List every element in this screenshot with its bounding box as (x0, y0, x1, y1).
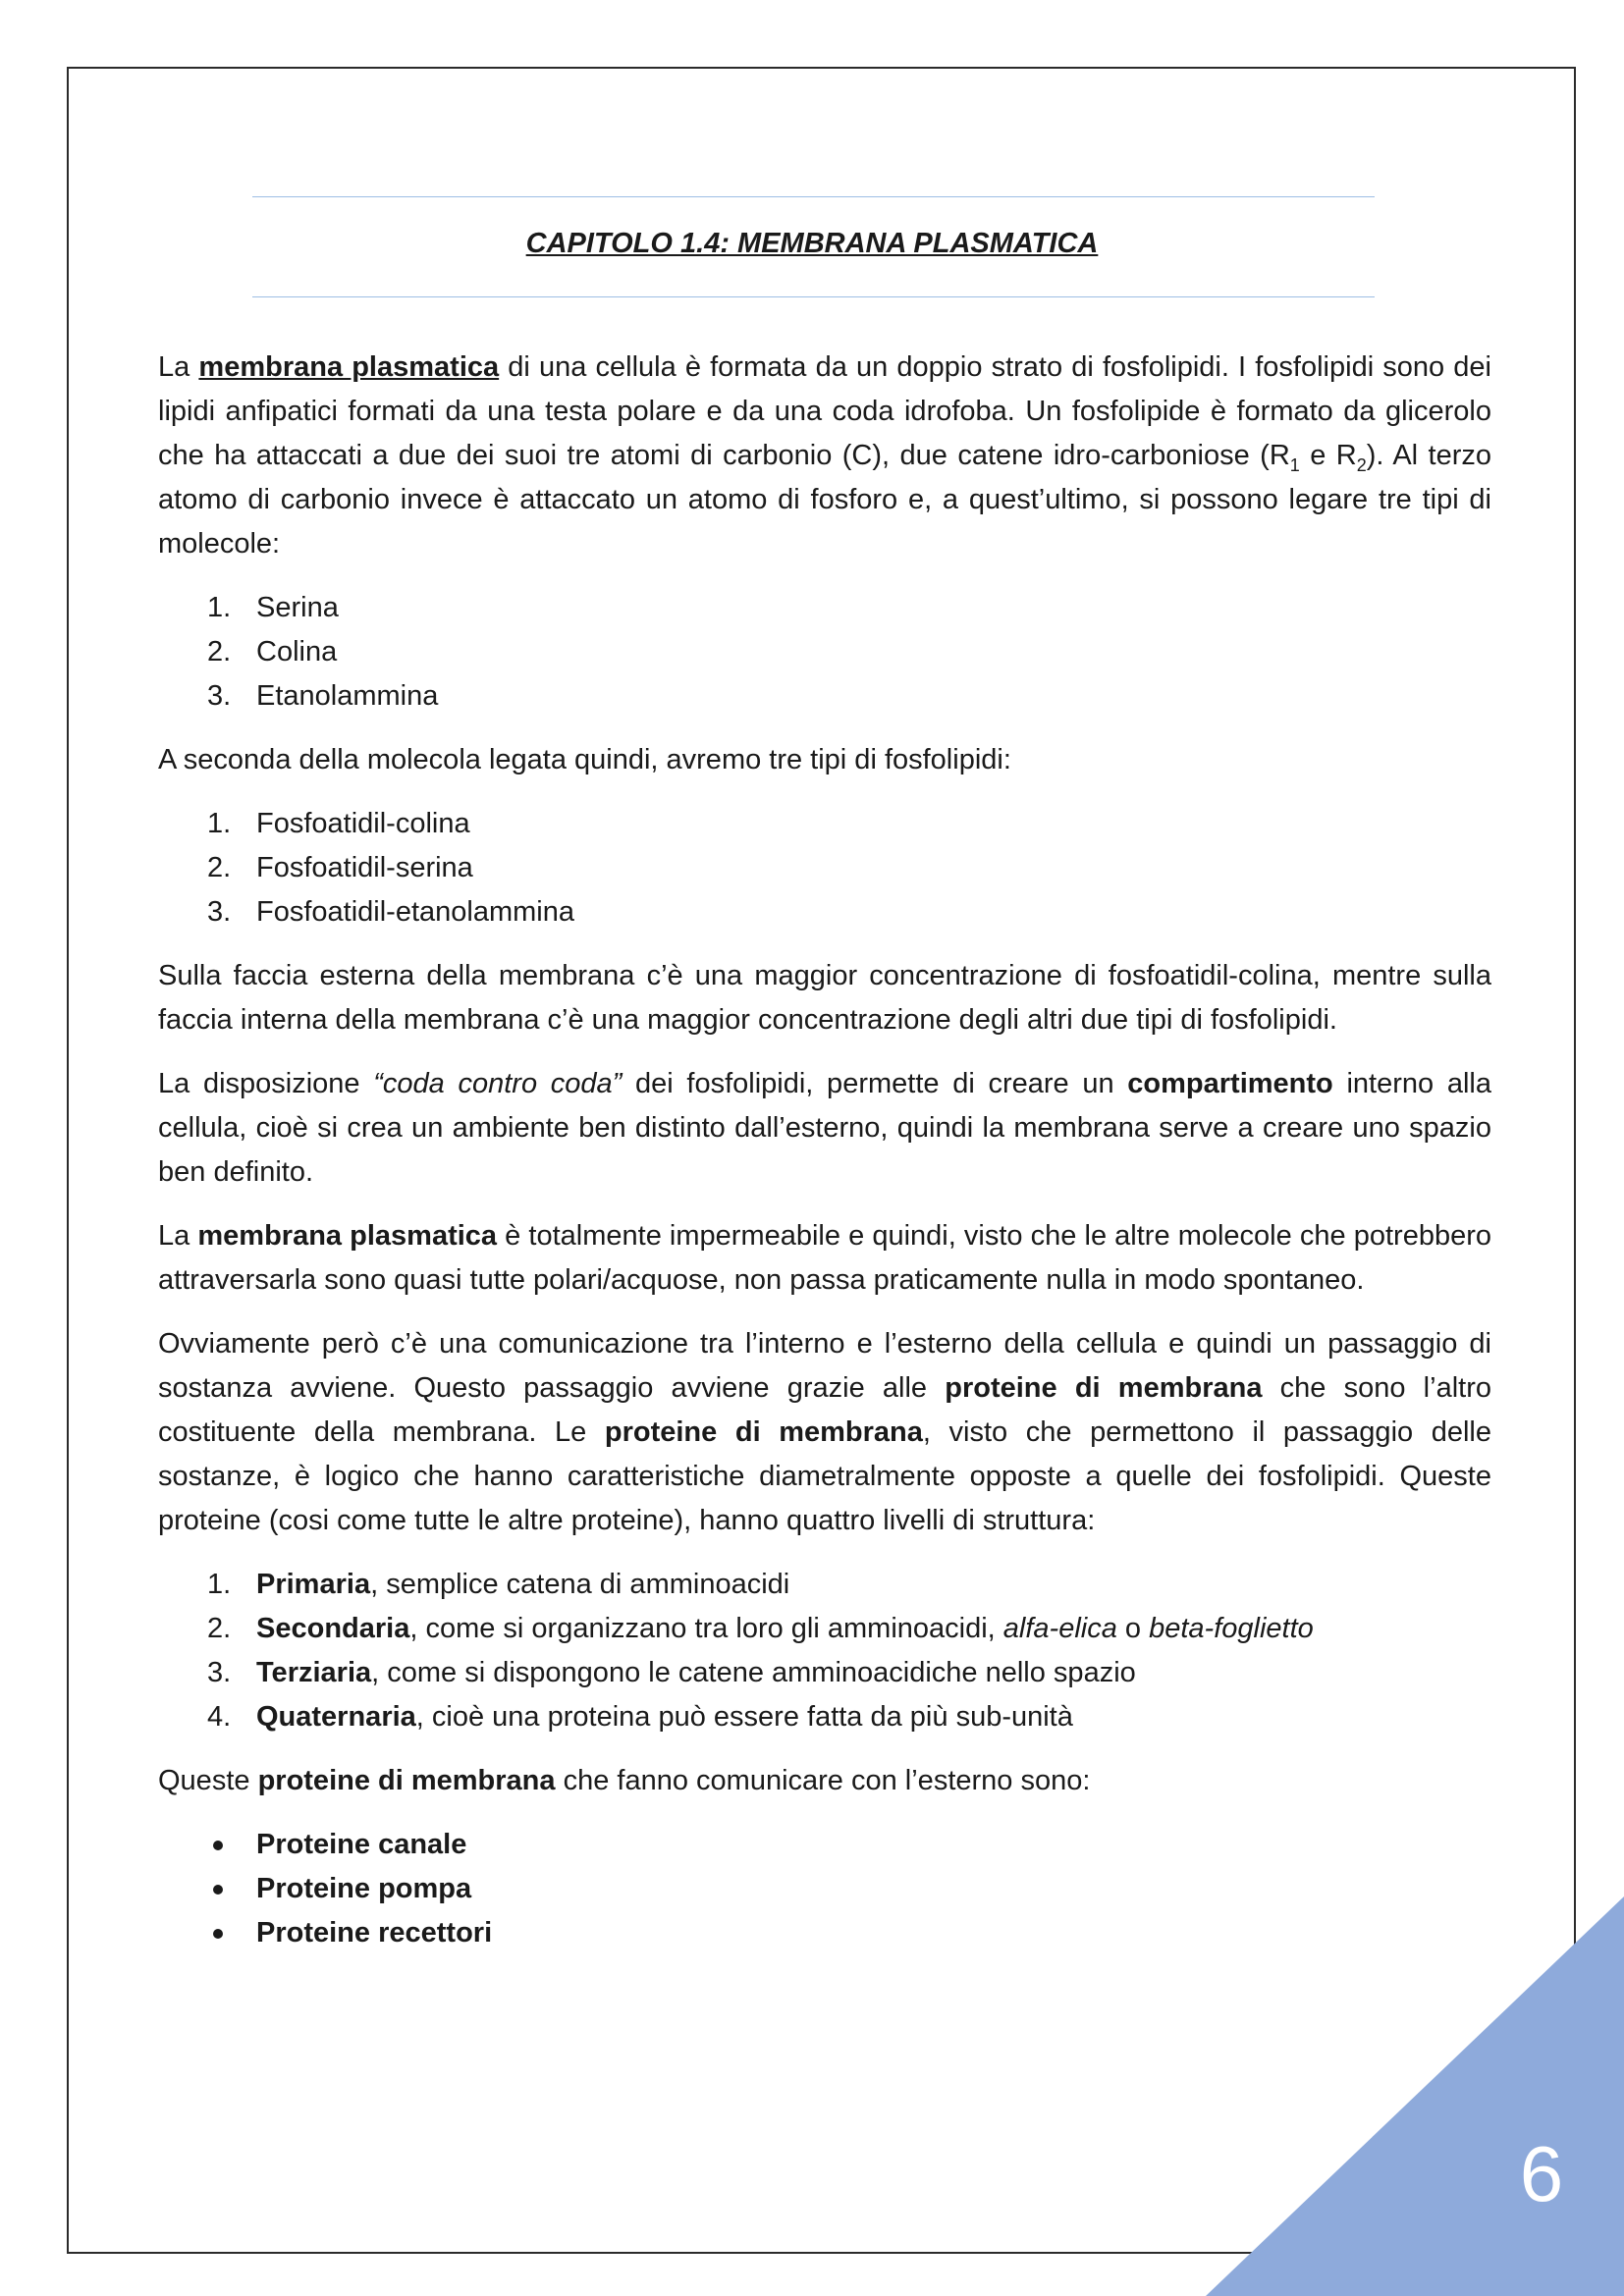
keyword-membrana-plasmatica: membrana plasmatica (198, 351, 500, 383)
list-item: 4. Quaternaria, cioè una proteina può essere fatta da più sub-unità (207, 1701, 1073, 1733)
corner-triangle-shape (1206, 1896, 1624, 2296)
paragraph-compartment: La disposizione “coda contro coda” dei fosfolipidi, permette di creare un compartimento interno alla cellula, cioè si crea un ambiente ben distinto dall’esterno, quindi la membrana serve a creare uno spazio ben definito. (158, 1068, 1491, 1188)
list-item: 2. Secondaria, come si organizzano tra loro gli amminoacidi, alfa-elica o beta-foglietto (207, 1613, 1314, 1644)
list-item: 1. Fosfoatidil-colina (207, 808, 470, 839)
list-item: 2. Fosfoatidil-serina (207, 852, 473, 883)
paragraph-membrane-intro: La membrana plasmatica di una cellula è formata da un doppio strato di fosfolipidi. I fosfolipidi sono dei lipidi anfipatici formati da una testa polare e da una coda idrofoba. Un fosfolipide è formato da glicerolo che ha attaccati a due dei suoi tre atomi di carbonio (C), due catene idro-carboniose ($R_1$ e $R_2$). Al terzo atomo di carbonio invece è attaccato un atomo di fosforo e, a quest’ultimo, si possono legare tre tipi di molecole: (158, 351, 1492, 560)
chapter-title: CAPITOLO 1.4: MEMBRANA PLASMATICA (525, 228, 1099, 259)
list-item: Proteine recettori (158, 1911, 1491, 1955)
list-item: Proteine pompa (158, 1867, 1491, 1911)
paragraph-impermeable: La membrana plasmatica è totalmente impermeabile e quindi, visto che le altre molecole che potrebbero attraversarla sono quasi tutte polari/acquose, non passa praticamente nulla in modo spontaneo. (158, 1220, 1491, 1296)
paragraph-membrane-faces: Sulla faccia esterna della membrana c’è una maggior concentrazione di fosfoatidil-colina, mentre sulla faccia interna della membrana c’è una maggior concentrazione degli altri due tipi di fosfolipidi. (158, 960, 1491, 1036)
list-item: 3. Fosfoatidil-etanolammina (207, 896, 574, 928)
page-number: 6 (1519, 2130, 1564, 2217)
list-item: 3. Etanolammina (207, 680, 439, 712)
list-item: 2. Colina (207, 636, 338, 667)
paragraph-phospholipid-types: A seconda della molecola legata quindi, avremo tre tipi di fosfolipidi: (158, 744, 1011, 775)
paragraph-membrane-proteins: Ovviamente però c’è una comunicazione tra l’interno e l’esterno della cellula e quindi un passaggio di sostanza avviene. Questo passaggio avviene grazie alle proteine di membrana che sono l’altro costituente della membrana. Le proteine di membrana, visto che permettono il passaggio delle sostanze, è logico che hanno caratteristiche diametralmente opposte a quelle dei fosfolipidi. Queste proteine (cosi come tutte le altre proteine), hanno quattro livelli di struttura: (158, 1328, 1492, 1536)
paragraph-communication-proteins: Queste proteine di membrana che fanno comunicare con l’esterno sono: (158, 1765, 1091, 1796)
list-item: 1. Primaria, semplice catena di amminoacidi (207, 1569, 790, 1600)
list-item: 3. Terziaria, come si dispongono le catene amminoacidiche nello spazio (207, 1657, 1136, 1688)
list-item: 1. Serina (207, 592, 339, 623)
list-item: Proteine canale (158, 1823, 1491, 1867)
